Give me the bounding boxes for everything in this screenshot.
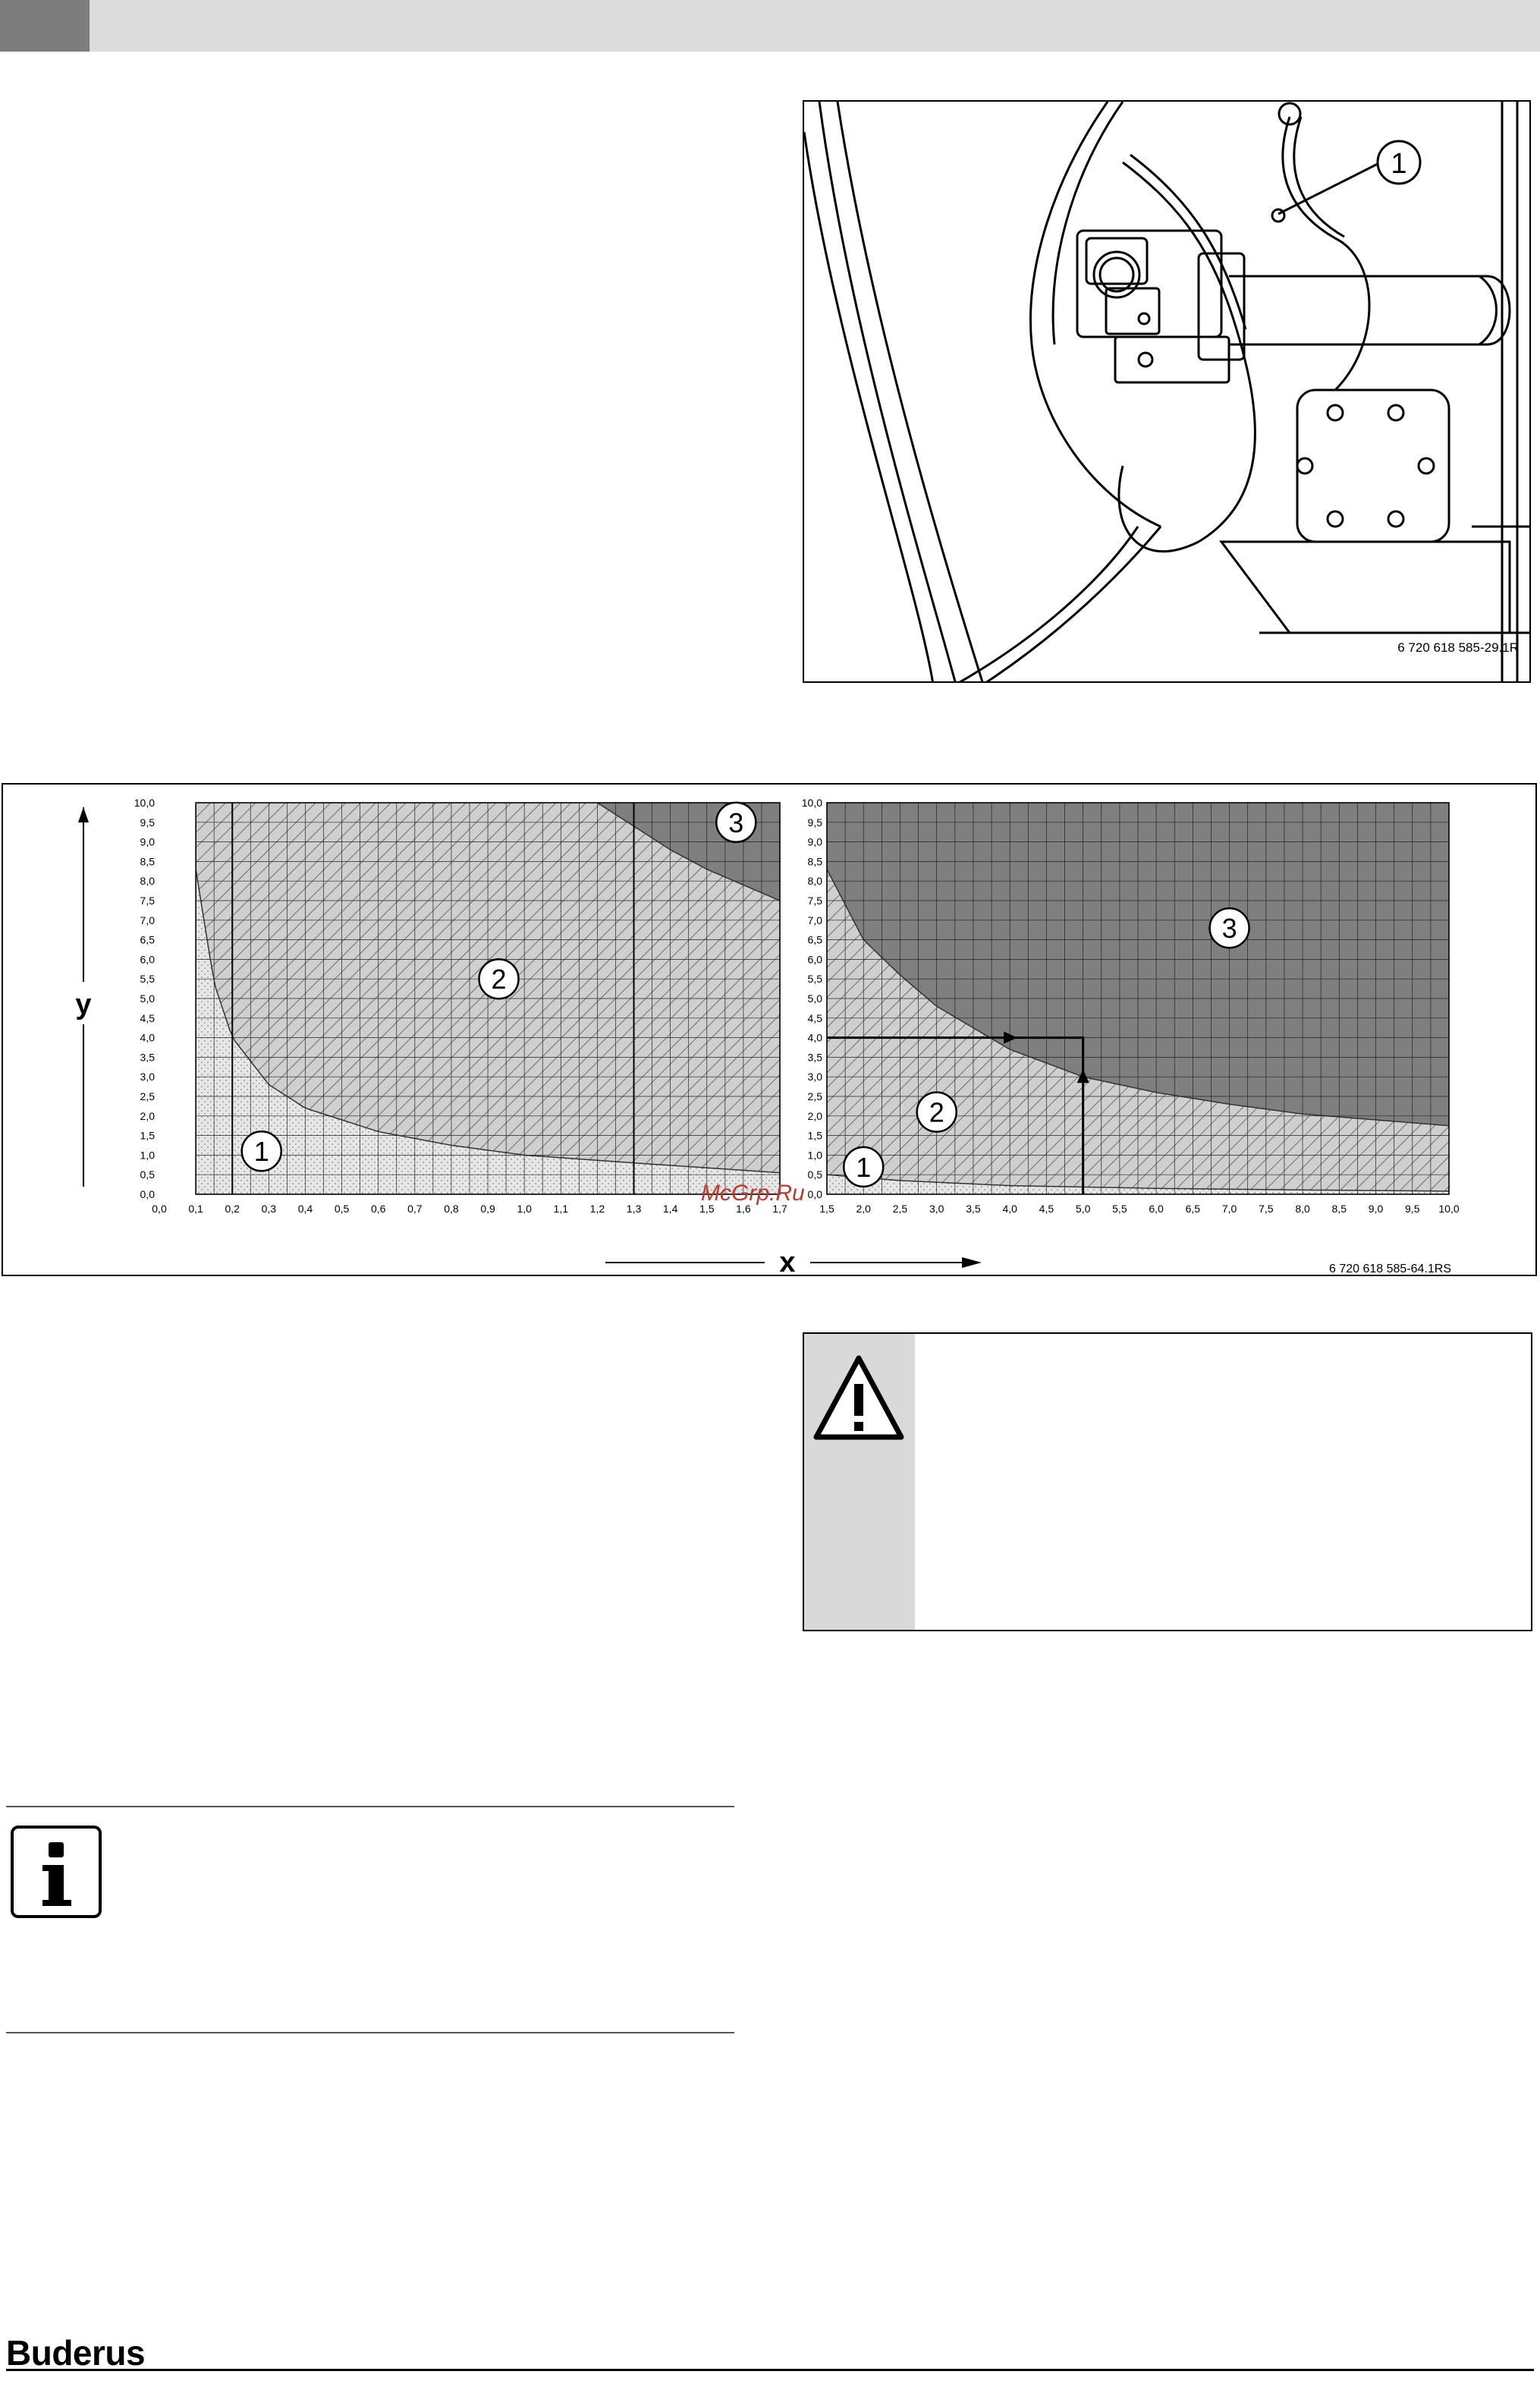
region-marker-3-label: 3: [728, 807, 744, 838]
y-tick-label: 9,0: [807, 835, 822, 848]
y-tick-label: 2,5: [140, 1090, 155, 1102]
x-tick-label: 0,5: [334, 1203, 350, 1215]
x-tick-label: 0,9: [480, 1203, 495, 1215]
y-tick-label: 4,0: [140, 1031, 155, 1044]
y-tick-label: 0,0: [140, 1188, 155, 1200]
y-tick-label: 6,5: [140, 933, 155, 946]
region-marker-1-label: 1: [253, 1136, 269, 1168]
y-tick-label: 8,5: [140, 855, 155, 868]
y-tick-label: 8,0: [807, 875, 822, 888]
y-tick-label: 6,0: [807, 953, 822, 966]
x-tick-label: 1,5: [819, 1203, 834, 1215]
y-tick-label: 1,5: [807, 1129, 822, 1142]
x-tick-label: 9,0: [1368, 1203, 1384, 1215]
x-tick-label: 7,0: [1221, 1203, 1237, 1215]
header-bar: [0, 0, 1540, 52]
info-bottom-rule: [6, 2032, 734, 2033]
y-tick-label: 5,5: [807, 973, 822, 986]
x-tick-label: 1,1: [553, 1203, 569, 1215]
x-tick-label: 6,0: [1149, 1203, 1164, 1215]
y-tick-label: 9,5: [140, 816, 155, 829]
y-tick-label: 4,5: [807, 1011, 822, 1024]
x-tick-label: 0,2: [225, 1203, 240, 1215]
y-tick-label: 7,5: [807, 895, 822, 907]
y-tick-label: 4,5: [140, 1011, 155, 1024]
x-tick-label: 1,6: [736, 1203, 751, 1215]
region-marker-2-label: 2: [929, 1096, 944, 1128]
x-tick-label: 4,0: [1002, 1203, 1017, 1215]
y-tick-label: 2,0: [807, 1109, 822, 1122]
y-tick-label: 3,5: [140, 1051, 155, 1064]
burner-illustration: [804, 102, 1531, 683]
x-tick-label: 6,5: [1185, 1203, 1201, 1215]
y-tick-label: 10,0: [134, 797, 155, 809]
chart-panel: [2, 783, 1537, 1276]
y-tick-label: 8,5: [807, 855, 822, 868]
info-top-rule: [6, 1806, 734, 1807]
x-tick-label: 0,0: [152, 1203, 167, 1215]
y-tick-label: 3,5: [807, 1051, 822, 1064]
y-tick-label: 6,0: [140, 953, 155, 966]
x-tick-label: 3,0: [929, 1203, 944, 1215]
warning-triangle-icon: [812, 1352, 906, 1446]
info-icon: [11, 1826, 102, 1918]
region-marker-1-label: 1: [856, 1151, 872, 1183]
x-tick-label: 1,0: [517, 1203, 532, 1215]
y-tick-label: 8,0: [140, 875, 155, 888]
y-tick-label: 9,5: [807, 816, 822, 829]
watermark: McGrp.Ru: [701, 1181, 805, 1206]
chart-reference: 6 720 618 585-64.1RS: [1329, 1263, 1452, 1275]
x-tick-label: 2,0: [856, 1203, 871, 1215]
warning-box: [803, 1332, 1532, 1631]
x-axis-arrowhead-icon: [962, 1257, 982, 1268]
y-tick-label: 1,5: [140, 1129, 155, 1142]
warning-sidebar: [804, 1334, 915, 1630]
y-tick-label: 4,0: [807, 1031, 822, 1044]
header-tab: [0, 0, 90, 52]
y-tick-label: 5,5: [140, 973, 155, 986]
x-tick-label: 8,5: [1331, 1203, 1347, 1215]
x-tick-label: 0,8: [444, 1203, 459, 1215]
brand-logo: Buderus: [6, 2333, 146, 2373]
y-tick-label: 0,5: [140, 1168, 155, 1181]
photo-reference: 6 720 618 585-29.1R: [1397, 640, 1519, 655]
x-tick-label: 1,4: [662, 1203, 678, 1215]
x-tick-label: 10,0: [1438, 1203, 1460, 1215]
x-tick-label: 1,2: [589, 1203, 605, 1215]
x-tick-label: 4,5: [1039, 1203, 1054, 1215]
y-tick-label: 3,0: [807, 1071, 822, 1083]
callout-1-label: 1: [1391, 148, 1407, 180]
y-tick-label: 7,0: [140, 914, 155, 926]
region-marker-3-label: 3: [1221, 913, 1237, 945]
y-tick-label: 2,5: [807, 1090, 822, 1102]
y-tick-label: 0,0: [807, 1188, 822, 1200]
y-axis-label: y: [75, 989, 92, 1021]
x-tick-label: 2,5: [892, 1203, 908, 1215]
y-tick-label: 5,0: [140, 992, 155, 1005]
x-tick-label: 1,5: [699, 1203, 715, 1215]
x-tick-label: 1,3: [626, 1203, 642, 1215]
x-tick-label: 1,7: [772, 1203, 787, 1215]
y-tick-label: 0,5: [807, 1168, 822, 1181]
x-tick-label: 7,5: [1259, 1203, 1274, 1215]
y-tick-label: 7,0: [807, 914, 822, 926]
y-axis-arrowhead-icon: [78, 807, 89, 822]
y-tick-label: 7,5: [140, 895, 155, 907]
y-tick-label: 1,0: [807, 1149, 822, 1162]
x-tick-label: 0,4: [297, 1203, 313, 1215]
x-tick-label: 0,1: [188, 1203, 203, 1215]
y-tick-label: 6,5: [807, 933, 822, 946]
y-tick-label: 3,0: [140, 1071, 155, 1083]
x-tick-label: 5,5: [1112, 1203, 1127, 1215]
x-tick-label: 0,6: [370, 1203, 386, 1215]
x-tick-label: 8,0: [1295, 1203, 1310, 1215]
region-marker-2-label: 2: [491, 964, 507, 995]
x-tick-label: 9,5: [1405, 1203, 1420, 1215]
y-tick-label: 9,0: [140, 835, 155, 848]
burner-photo: [803, 100, 1531, 683]
footer-rule: [6, 2369, 1534, 2371]
x-tick-label: 5,0: [1075, 1203, 1091, 1215]
x-tick-label: 0,7: [407, 1203, 423, 1215]
y-tick-label: 5,0: [807, 992, 822, 1005]
y-tick-label: 10,0: [801, 797, 822, 809]
x-axis-label: x: [779, 1247, 796, 1278]
y-tick-label: 2,0: [140, 1109, 155, 1122]
x-tick-label: 0,3: [261, 1203, 277, 1215]
y-tick-label: 1,0: [140, 1149, 155, 1162]
x-tick-label: 3,5: [966, 1203, 981, 1215]
region-chart: [3, 785, 1537, 1276]
